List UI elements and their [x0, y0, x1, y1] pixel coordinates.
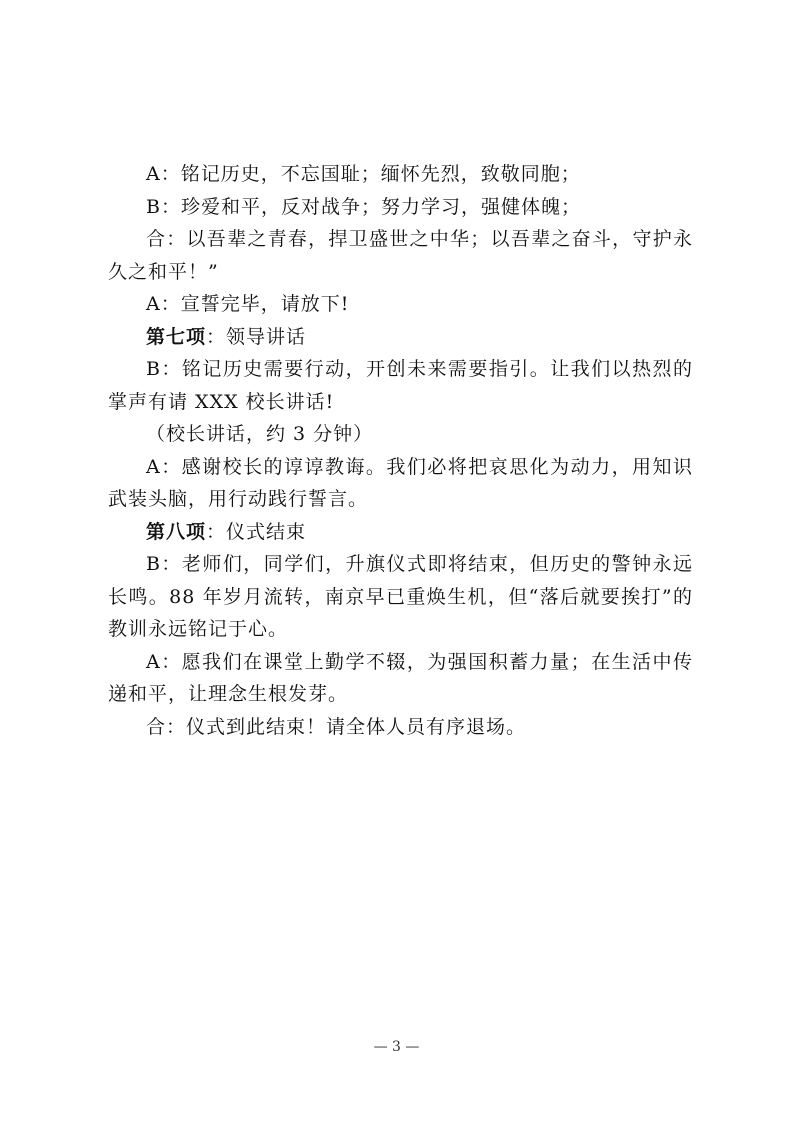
section-heading-7	[108, 321, 693, 354]
paragraph-3-text: 合：以吾辈之青春，捍卫盛世之中华；以吾辈之奋斗，守护永久之和平！”	[108, 228, 693, 283]
paragraph-2	[108, 191, 693, 224]
paragraph-12	[108, 711, 693, 744]
section-7-title: ：领导讲话	[206, 325, 307, 348]
paragraph-4	[108, 288, 693, 321]
paragraph-12-text: 合：仪式到此结束！请全体人员有序退场。	[146, 715, 527, 738]
paragraph-10	[108, 548, 693, 646]
document-body	[108, 158, 693, 743]
paragraph-1-text: A：铭记历史，不忘国耻；缅怀先烈，致敬同胞；	[146, 163, 581, 185]
paragraph-11	[108, 646, 693, 711]
section-heading-8	[108, 516, 693, 549]
page-number: — 3 —	[373, 1039, 420, 1055]
paragraph-8	[108, 451, 693, 516]
paragraph-6	[108, 353, 693, 418]
paragraph-10-text: B：老师们，同学们，升旗仪式即将结束，但历史的警钟永远长鸣。88 年岁月流转，南京早已重焕生机，但“落后就要挨打”的教训永远铭记于心。	[108, 553, 693, 640]
paragraph-11-text: A：愿我们在课堂上勤学不辍，为强国积蓄力量；在生活中传递和平，让理念生根发芽。	[108, 650, 693, 705]
paragraph-3	[108, 223, 693, 288]
paragraph-6-text: B：铭记历史需要行动，开创未来需要指引。让我们以热烈的掌声有请 XXX 校长讲话!	[108, 358, 693, 413]
section-8-label: 第八项	[146, 520, 207, 543]
paragraph-4-text: A：宣誓完毕，请放下!	[146, 293, 350, 315]
paragraph-8-text: A：感谢校长的谆谆教诲。我们必将把哀思化为动力，用知识武装头脑，用行动践行誓言。	[108, 455, 693, 510]
paragraph-7-text: （校长讲话，约 3 分钟）	[146, 423, 374, 445]
paragraph-7	[108, 418, 693, 451]
section-7-label: 第七项	[146, 325, 207, 348]
section-8-title: ：仪式结束	[206, 520, 307, 543]
paragraph-1	[108, 158, 693, 191]
paragraph-2-text: B：珍爱和平，反对战争；努力学习，强健体魄；	[146, 195, 581, 218]
